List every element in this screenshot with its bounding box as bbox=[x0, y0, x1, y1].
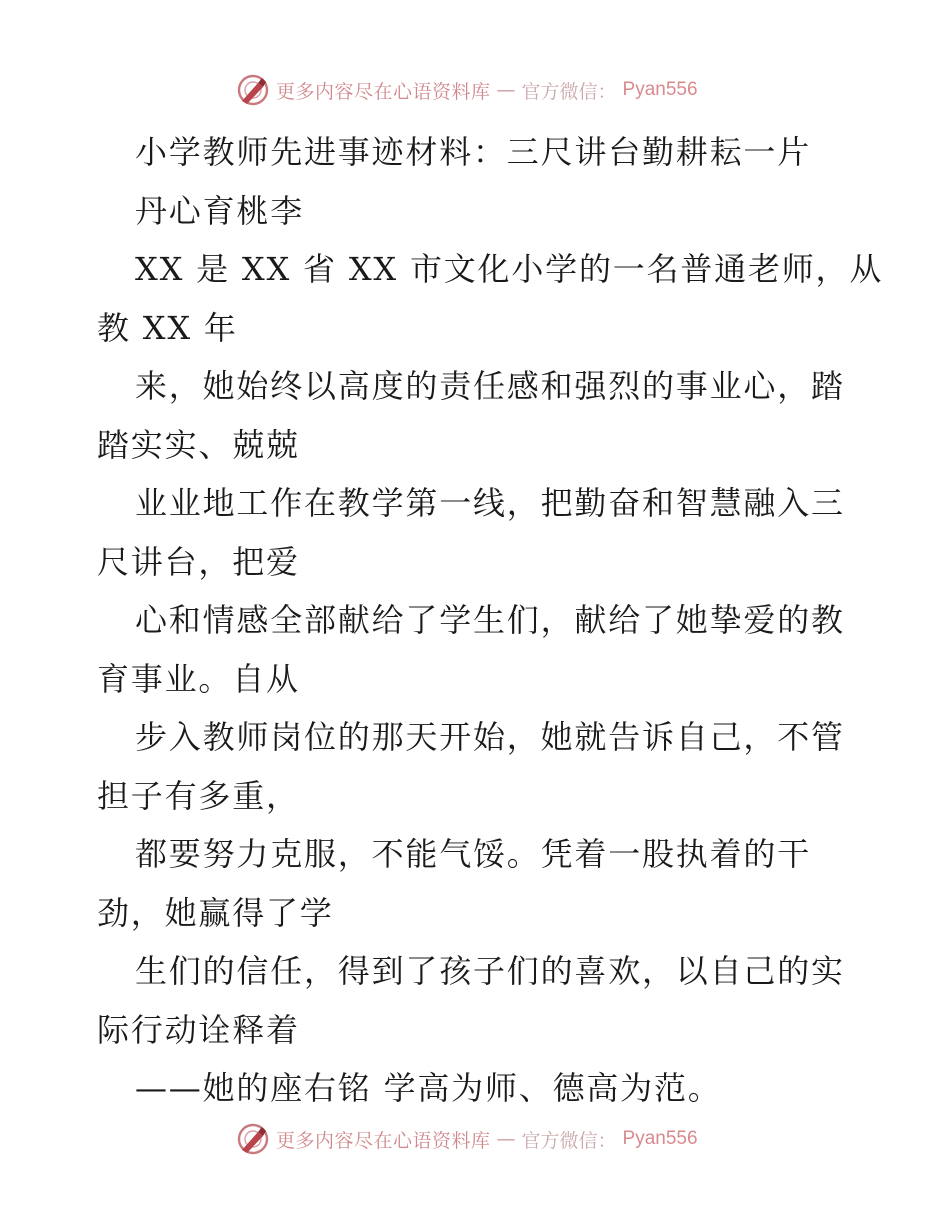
watermark-wechat-id: Pyan556 bbox=[622, 1128, 698, 1149]
body-line: 尺讲台，把爱 bbox=[97, 542, 300, 581]
watermark-text: 更多内容尽在心语资料库 bbox=[276, 80, 491, 103]
body-line: 都要努力克服，不能气馁。凭着一股执着的干 bbox=[135, 835, 812, 873]
watermark-wechat-id: Pyan556 bbox=[622, 79, 698, 100]
body-line: 步入教师岗位的那天开始，她就告诉自己，不管 bbox=[135, 718, 845, 756]
document-title-line-1: 小学教师先进事迹材料：三尺讲台勤耕耘一片 bbox=[135, 133, 812, 171]
body-line: 育事业。自从 bbox=[97, 659, 300, 698]
body-line: 劲，她赢得了学 bbox=[97, 893, 334, 932]
body-line: 心和情感全部献给了学生们，献给了她挚爱的教 bbox=[135, 601, 845, 639]
header-watermark bbox=[236, 70, 698, 110]
body-line: 生们的信任，得到了孩子们的喜欢，以自己的实 bbox=[135, 952, 845, 990]
body-line: 际行动诠释着 bbox=[97, 1010, 300, 1049]
body-line: 业业地工作在教学第一线，把勤奋和智慧融入三 bbox=[135, 484, 845, 522]
watermark-text: 更多内容尽在心语资料库 bbox=[276, 1129, 491, 1152]
body-line: 教 XX 年 bbox=[97, 308, 238, 347]
body-line: 担子有多重， bbox=[97, 776, 300, 815]
watermark-label: 官方微信： bbox=[521, 80, 617, 103]
pen-logo-icon bbox=[236, 73, 270, 107]
pen-logo-icon bbox=[236, 1122, 270, 1156]
watermark-separator: — bbox=[496, 79, 516, 101]
body-line: 踏实实、兢兢 bbox=[97, 425, 300, 464]
document-title-line-2: 丹心育桃李 bbox=[135, 191, 305, 230]
body-line: 来，她始终以高度的责任感和强烈的事业心，踏 bbox=[135, 367, 845, 405]
footer-watermark bbox=[236, 1119, 698, 1159]
watermark-label: 官方微信： bbox=[521, 1129, 617, 1152]
document-body bbox=[97, 123, 884, 1118]
body-line: ——她的座右铭 学高为师、德高为范。 bbox=[135, 1069, 722, 1107]
watermark-separator: — bbox=[496, 1128, 516, 1150]
body-line: XX 是 XX 省 XX 市文化小学的一名普通老师，从 bbox=[135, 250, 884, 288]
